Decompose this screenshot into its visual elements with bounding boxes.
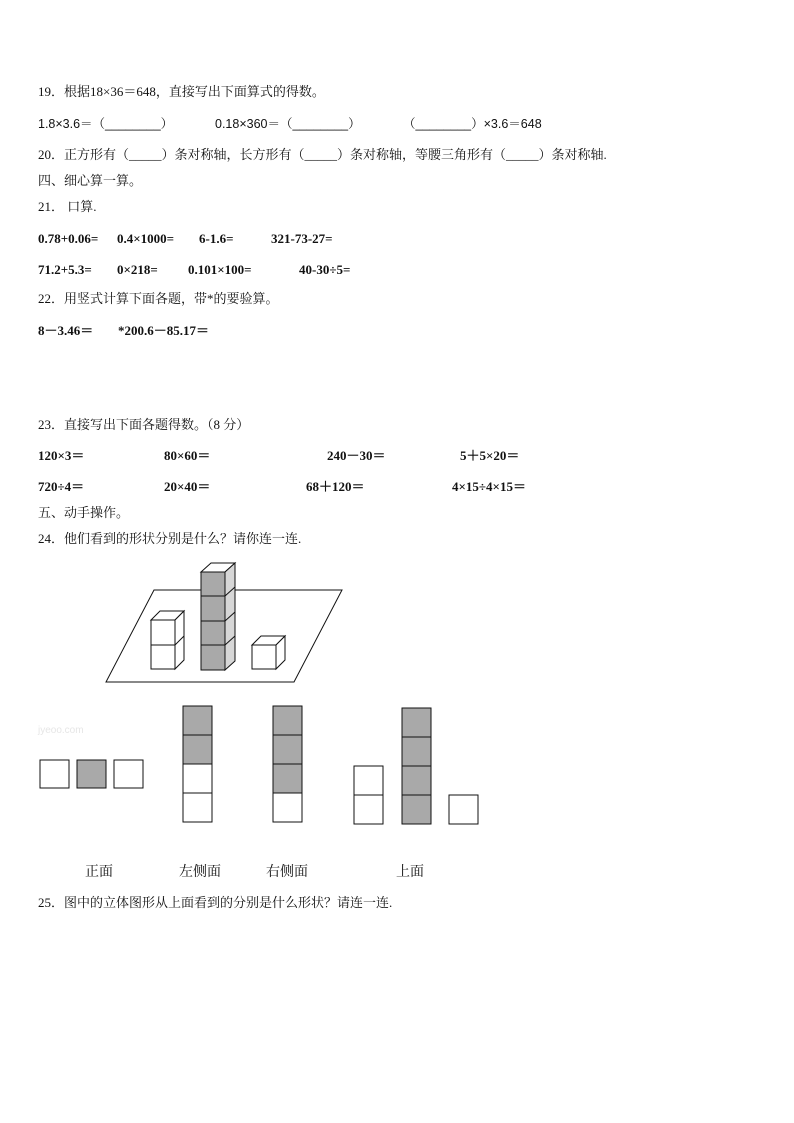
label-top: 上面 [396, 865, 424, 880]
q21-item: 71.2+5.3= [38, 262, 92, 277]
q23-item: 20×40＝ [164, 479, 211, 494]
q21-item: 40-30÷5= [299, 262, 351, 277]
q21-title: 21． 口算. [38, 199, 97, 214]
single-cube [252, 636, 285, 669]
q25-title: 25．图中的立体图形从上面看到的分别是什么形状？请连一连. [38, 895, 393, 910]
q22-item: *200.6－85.17＝ [118, 323, 210, 338]
watermark: jyeoo.com [38, 725, 84, 736]
q19-title: 19．根据18×36＝648，直接写出下面算式的得数。 [38, 84, 325, 99]
q20-text: 20．正方形有（_____）条对称轴，长方形有（_____）条对称轴，等腰三角形有（_____）条对称轴. [38, 147, 607, 162]
label-front: 正面 [85, 865, 113, 880]
q23-title: 23．直接写出下面各题得数。（8 分） [38, 417, 250, 432]
view-option-4 [354, 708, 478, 824]
q23-item: 5＋5×20＝ [460, 448, 520, 463]
q22-title: 22．用竖式计算下面各题，带*的要验算。 [38, 291, 279, 306]
section-4-heading: 四、细心算一算。 [38, 173, 143, 188]
q23-item: 120×3＝ [38, 448, 85, 463]
label-left-side: 左侧面 [179, 865, 221, 880]
q23-item: 80×60＝ [164, 448, 211, 463]
q23-item: 240－30＝ [327, 448, 386, 463]
q23-item: 68＋120＝ [306, 479, 365, 494]
q23-item: 720÷4＝ [38, 479, 85, 494]
q22-item: 8－3.46＝ [38, 323, 94, 338]
view-option-3 [273, 706, 302, 822]
q21-item: 0.101×100= [188, 262, 252, 277]
q21-item: 6-1.6= [199, 231, 234, 246]
q21-item: 0.78+0.06= [38, 231, 99, 246]
q21-item: 0.4×1000= [117, 231, 175, 246]
q19-item-2: 0.18×360＝（________） [215, 117, 361, 131]
q21-item: 321-73-27= [271, 231, 333, 246]
q24-title: 24．他们看到的形状分别是什么？请你连一连. [38, 531, 302, 546]
q19-item-3: （________）×3.6＝648 [403, 117, 542, 131]
tall-stack [201, 563, 235, 670]
q21-item: 0×218= [117, 262, 158, 277]
q23-item: 4×15÷4×15＝ [452, 479, 526, 494]
section-5-heading: 五、动手操作。 [38, 505, 130, 520]
q19-item-1: 1.8×3.6＝（________） [38, 117, 174, 131]
view-option-1 [40, 760, 143, 788]
left-stack [151, 611, 184, 669]
label-right-side: 右侧面 [266, 865, 308, 880]
view-option-2 [183, 706, 212, 822]
